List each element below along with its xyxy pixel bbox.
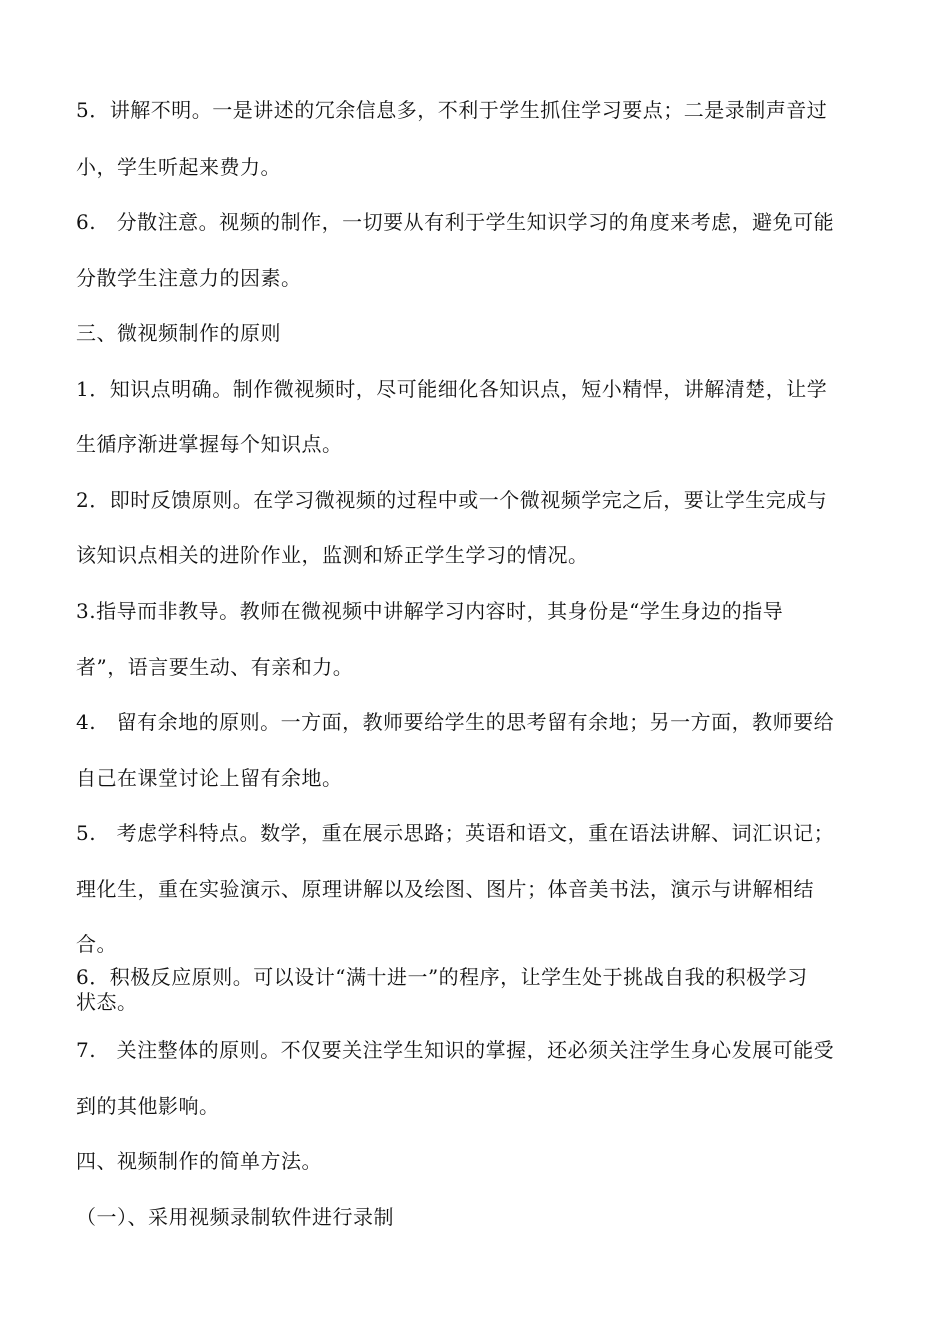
text-line: 生循序渐进掌握每个知识点。 xyxy=(76,432,343,456)
text-line: 6. 分散注意。视频的制作，一切要从有利于学生知识学习的角度来考虑，避免可能 xyxy=(76,210,835,234)
text-line: 分散学生注意力的因素。 xyxy=(76,266,302,290)
section-heading: 三、微视频制作的原则 xyxy=(76,321,281,345)
text-line: 小，学生听起来费力。 xyxy=(76,155,281,179)
text-line: 合。 xyxy=(76,932,117,956)
text-line: 到的其他影响。 xyxy=(76,1094,220,1118)
text-line: 4. 留有余地的原则。一方面，教师要给学生的思考留有余地；另一方面，教师要给 xyxy=(76,710,835,734)
text-line: 2．即时反馈原则。在学习微视频的过程中或一个微视频学完之后，要让学生完成与 xyxy=(76,488,828,512)
text-line: 3.指导而非教导。教师在微视频中讲解学习内容时，其身份是“学生身边的指导 xyxy=(76,599,784,623)
text-line: 1．知识点明确。制作微视频时，尽可能细化各知识点，短小精悍，讲解清楚，让学 xyxy=(76,377,828,401)
text-line: 6．积极反应原则。可以设计“满十进一”的程序，让学生处于挑战自我的积极学习 xyxy=(76,965,808,989)
text-line: 7. 关注整体的原则。不仅要关注学生知识的掌握，还必须关注学生身心发展可能受 xyxy=(76,1038,835,1062)
subsection-heading: （一）、采用视频录制软件进行录制 xyxy=(76,1205,394,1229)
section-heading: 四、视频制作的简单方法。 xyxy=(76,1149,322,1173)
text-line: 自己在课堂讨论上留有余地。 xyxy=(76,766,343,790)
text-line: 5．讲解不明。一是讲述的冗余信息多，不利于学生抓住学习要点；二是录制声音过 xyxy=(76,98,828,122)
text-line: 5. 考虑学科特点。数学，重在展示思路；英语和语文，重在语法讲解、词汇识记； xyxy=(76,821,835,845)
text-line: 状态。 xyxy=(76,990,138,1014)
text-line: 理化生，重在实验演示、原理讲解以及绘图、图片；体音美书法，演示与讲解相结 xyxy=(76,877,814,901)
text-line: 该知识点相关的进阶作业，监测和矫正学生学习的情况。 xyxy=(76,543,589,567)
text-line: 者”，语言要生动、有亲和力。 xyxy=(76,655,354,679)
